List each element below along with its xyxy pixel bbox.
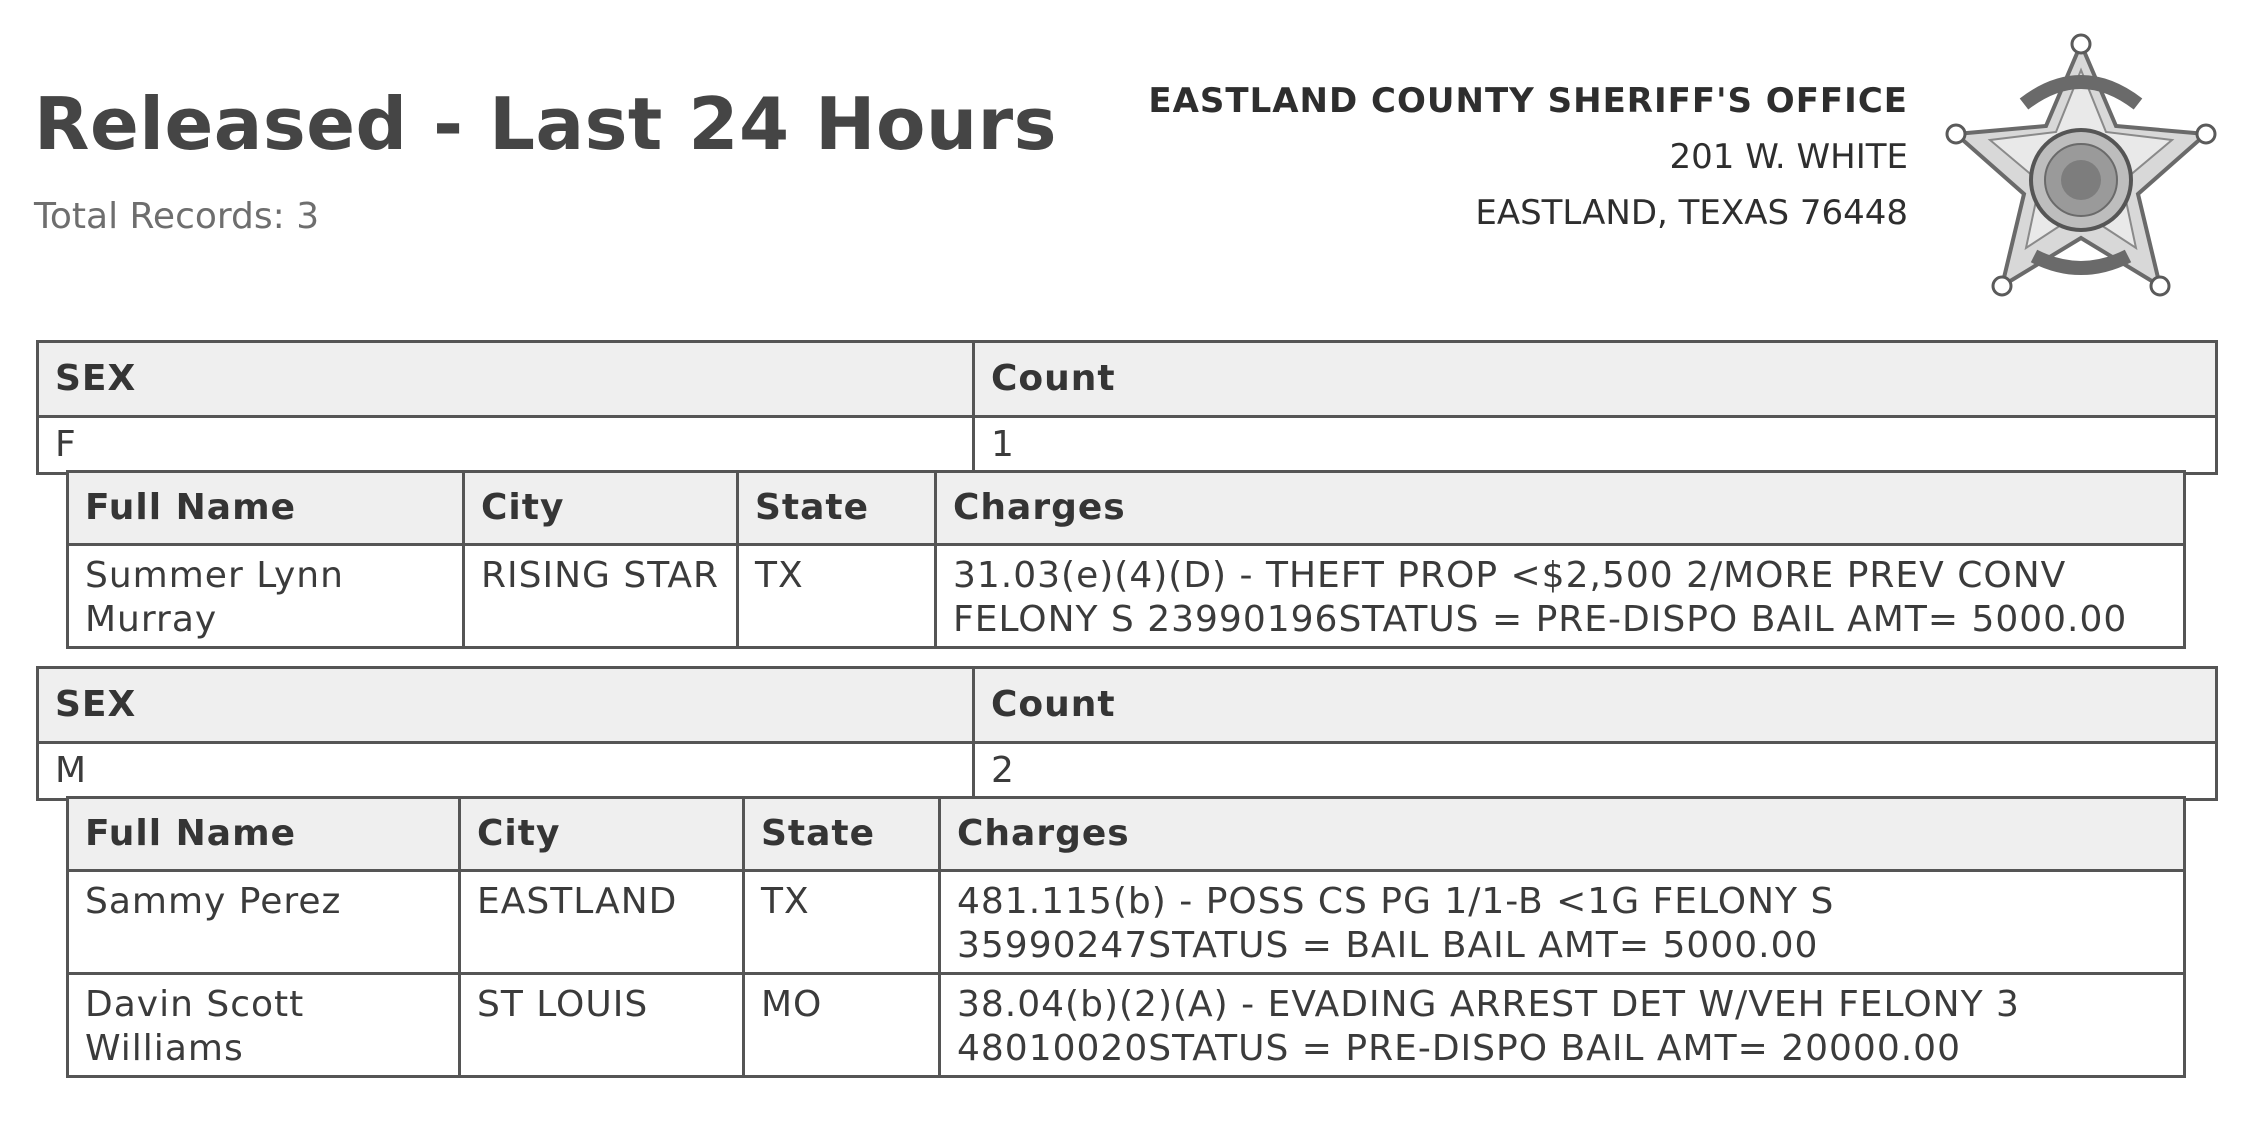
agency-street: 201 W. WHITE — [1669, 137, 1908, 177]
sex-summary-header-row — [38, 668, 2217, 743]
agency-name: EASTLAND COUNTY SHERIFF'S OFFICE — [1148, 81, 1908, 121]
sex-column-header: SEX — [38, 668, 974, 743]
sex-summary-table — [36, 666, 2218, 801]
full-name-cell: Summer Lynn Murray — [68, 545, 464, 648]
full-name-column-header: Full Name — [68, 798, 460, 871]
state-cell: TX — [738, 545, 936, 648]
sex-summary-row — [38, 417, 2217, 474]
sheriff-badge-icon — [1936, 30, 2226, 306]
count-value: 2 — [974, 743, 2217, 800]
city-cell: ST LOUIS — [460, 974, 744, 1077]
table-row — [68, 871, 2185, 974]
charges-cell: 31.03(e)(4)(D) - THEFT PROP <$2,500 2/MORE PREV CONV FELONY S 23990196STATUS = PRE-DISPO BAIL AMT= 5000.00 — [936, 545, 2185, 648]
state-cell: MO — [744, 974, 940, 1077]
sex-column-header: SEX — [38, 342, 974, 417]
state-column-header: State — [744, 798, 940, 871]
table-row — [68, 974, 2185, 1077]
count-column-header: Count — [974, 668, 2217, 743]
state-cell: TX — [744, 871, 940, 974]
full-name-cell: Davin Scott Williams — [68, 974, 460, 1077]
count-column-header: Count — [974, 342, 2217, 417]
total-records-label: Total Records: 3 — [34, 196, 320, 237]
sex-value: F — [38, 417, 974, 474]
sex-summary-row — [38, 743, 2217, 800]
city-column-header: City — [460, 798, 744, 871]
table-row — [68, 545, 2185, 648]
release-detail-table — [66, 470, 2186, 649]
charges-column-header: Charges — [936, 472, 2185, 545]
agency-city: EASTLAND, TEXAS 76448 — [1475, 193, 1908, 233]
detail-header-row — [68, 472, 2185, 545]
city-column-header: City — [464, 472, 738, 545]
detail-header-row — [68, 798, 2185, 871]
charges-cell: 38.04(b)(2)(A) - EVADING ARREST DET W/VEH FELONY 3 48010020STATUS = PRE-DISPO BAIL AMT= 20000.00 — [940, 974, 2185, 1077]
count-value: 1 — [974, 417, 2217, 474]
agency-info — [1148, 80, 1908, 234]
charges-column-header: Charges — [940, 798, 2185, 871]
city-cell: EASTLAND — [460, 871, 744, 974]
sex-summary-header-row — [38, 342, 2217, 417]
page-title: Released - Last 24 Hours — [34, 82, 1058, 166]
full-name-column-header: Full Name — [68, 472, 464, 545]
full-name-cell: Sammy Perez — [68, 871, 460, 974]
charges-cell: 481.115(b) - POSS CS PG 1/1-B <1G FELONY S 35990247STATUS = BAIL BAIL AMT= 5000.00 — [940, 871, 2185, 974]
city-cell: RISING STAR — [464, 545, 738, 648]
state-column-header: State — [738, 472, 936, 545]
sex-summary-table — [36, 340, 2218, 475]
sex-value: M — [38, 743, 974, 800]
release-detail-table — [66, 796, 2186, 1078]
